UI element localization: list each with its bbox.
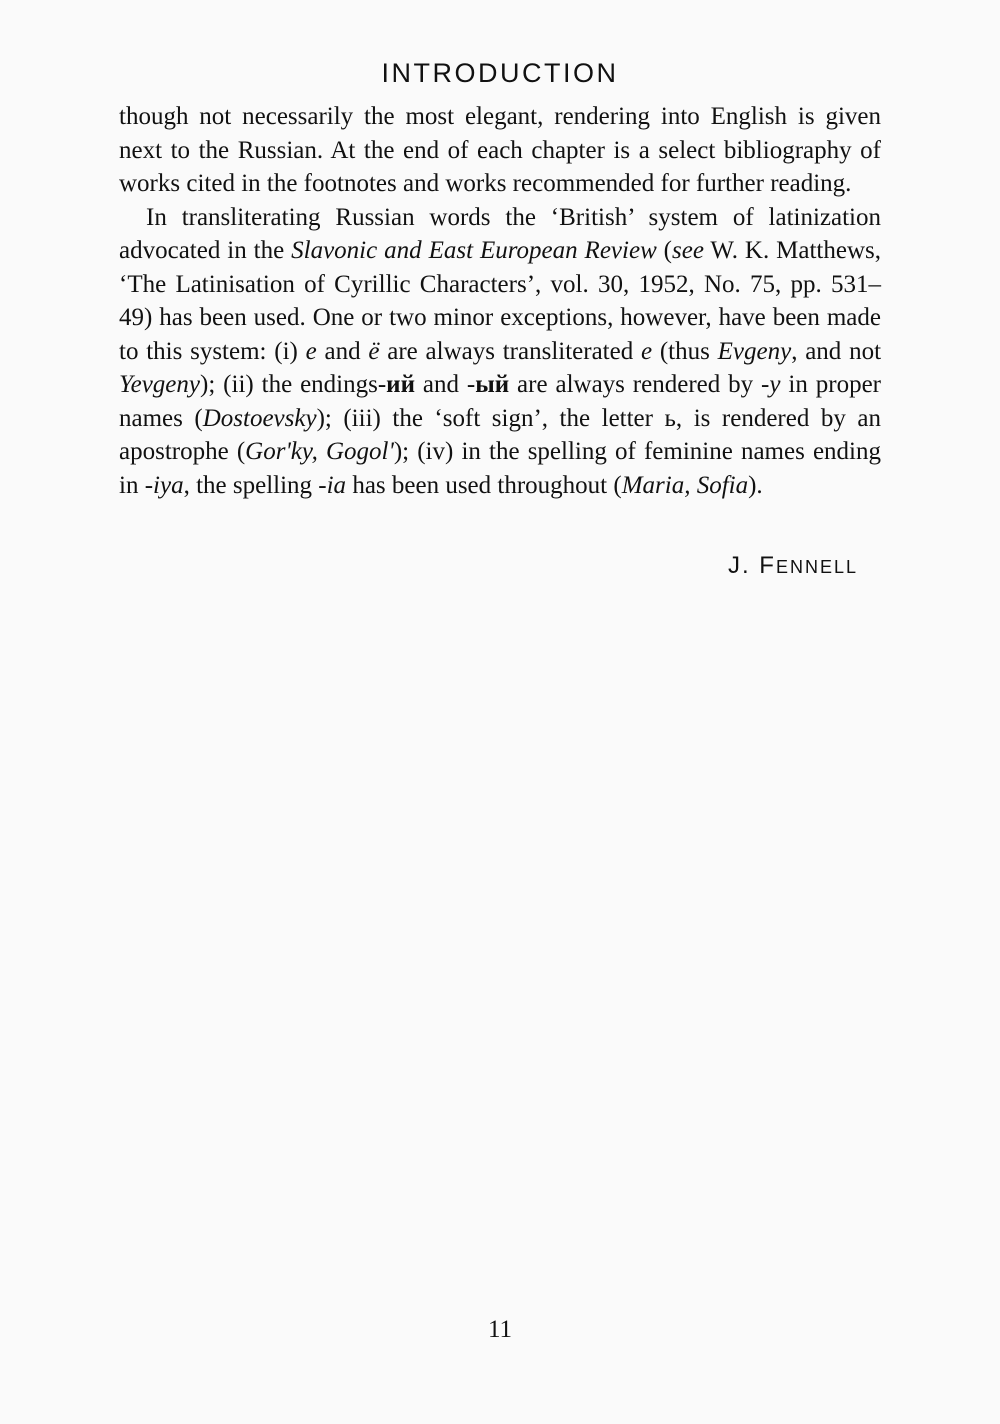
paragraph-2: In transliterating Russian words the ‘British’ system of latinization advocated in the Slavonic and East European Review (see W. K. Matthews, ‘The Latinisation of Cyrillic Characters’, vol. 30, 1952, No. 75, pp. 531–49) has been used. One or two minor exceptions, however, have been made to this system: (i) e and ë are always transliterated e (thus Evgeny, and not Yevgeny); (ii) the endings-ий and -ый are always rendered by -y in proper names (Dostoevsky); (iii) the ‘soft sign’, the letter ь, is rendered by an apostrophe (Gor'ky, Gogol'); (iv) in the spelling of feminine names ending in -iya, the spelling -ia has been used throughout (Maria, Sofia). xyxy=(119,203,882,499)
running-head: INTRODUCTION xyxy=(381,58,619,88)
page-number: 11 xyxy=(487,1316,513,1343)
body-text xyxy=(119,100,881,502)
paragraph-1: though not necessarily the most elegant, rendering into English is given next to the Russian. At the end of each chapter is a select bibliography of works cited in the footnotes and works recommended for further reading. xyxy=(119,103,881,197)
author-signature: J. FENNELL xyxy=(727,552,858,579)
